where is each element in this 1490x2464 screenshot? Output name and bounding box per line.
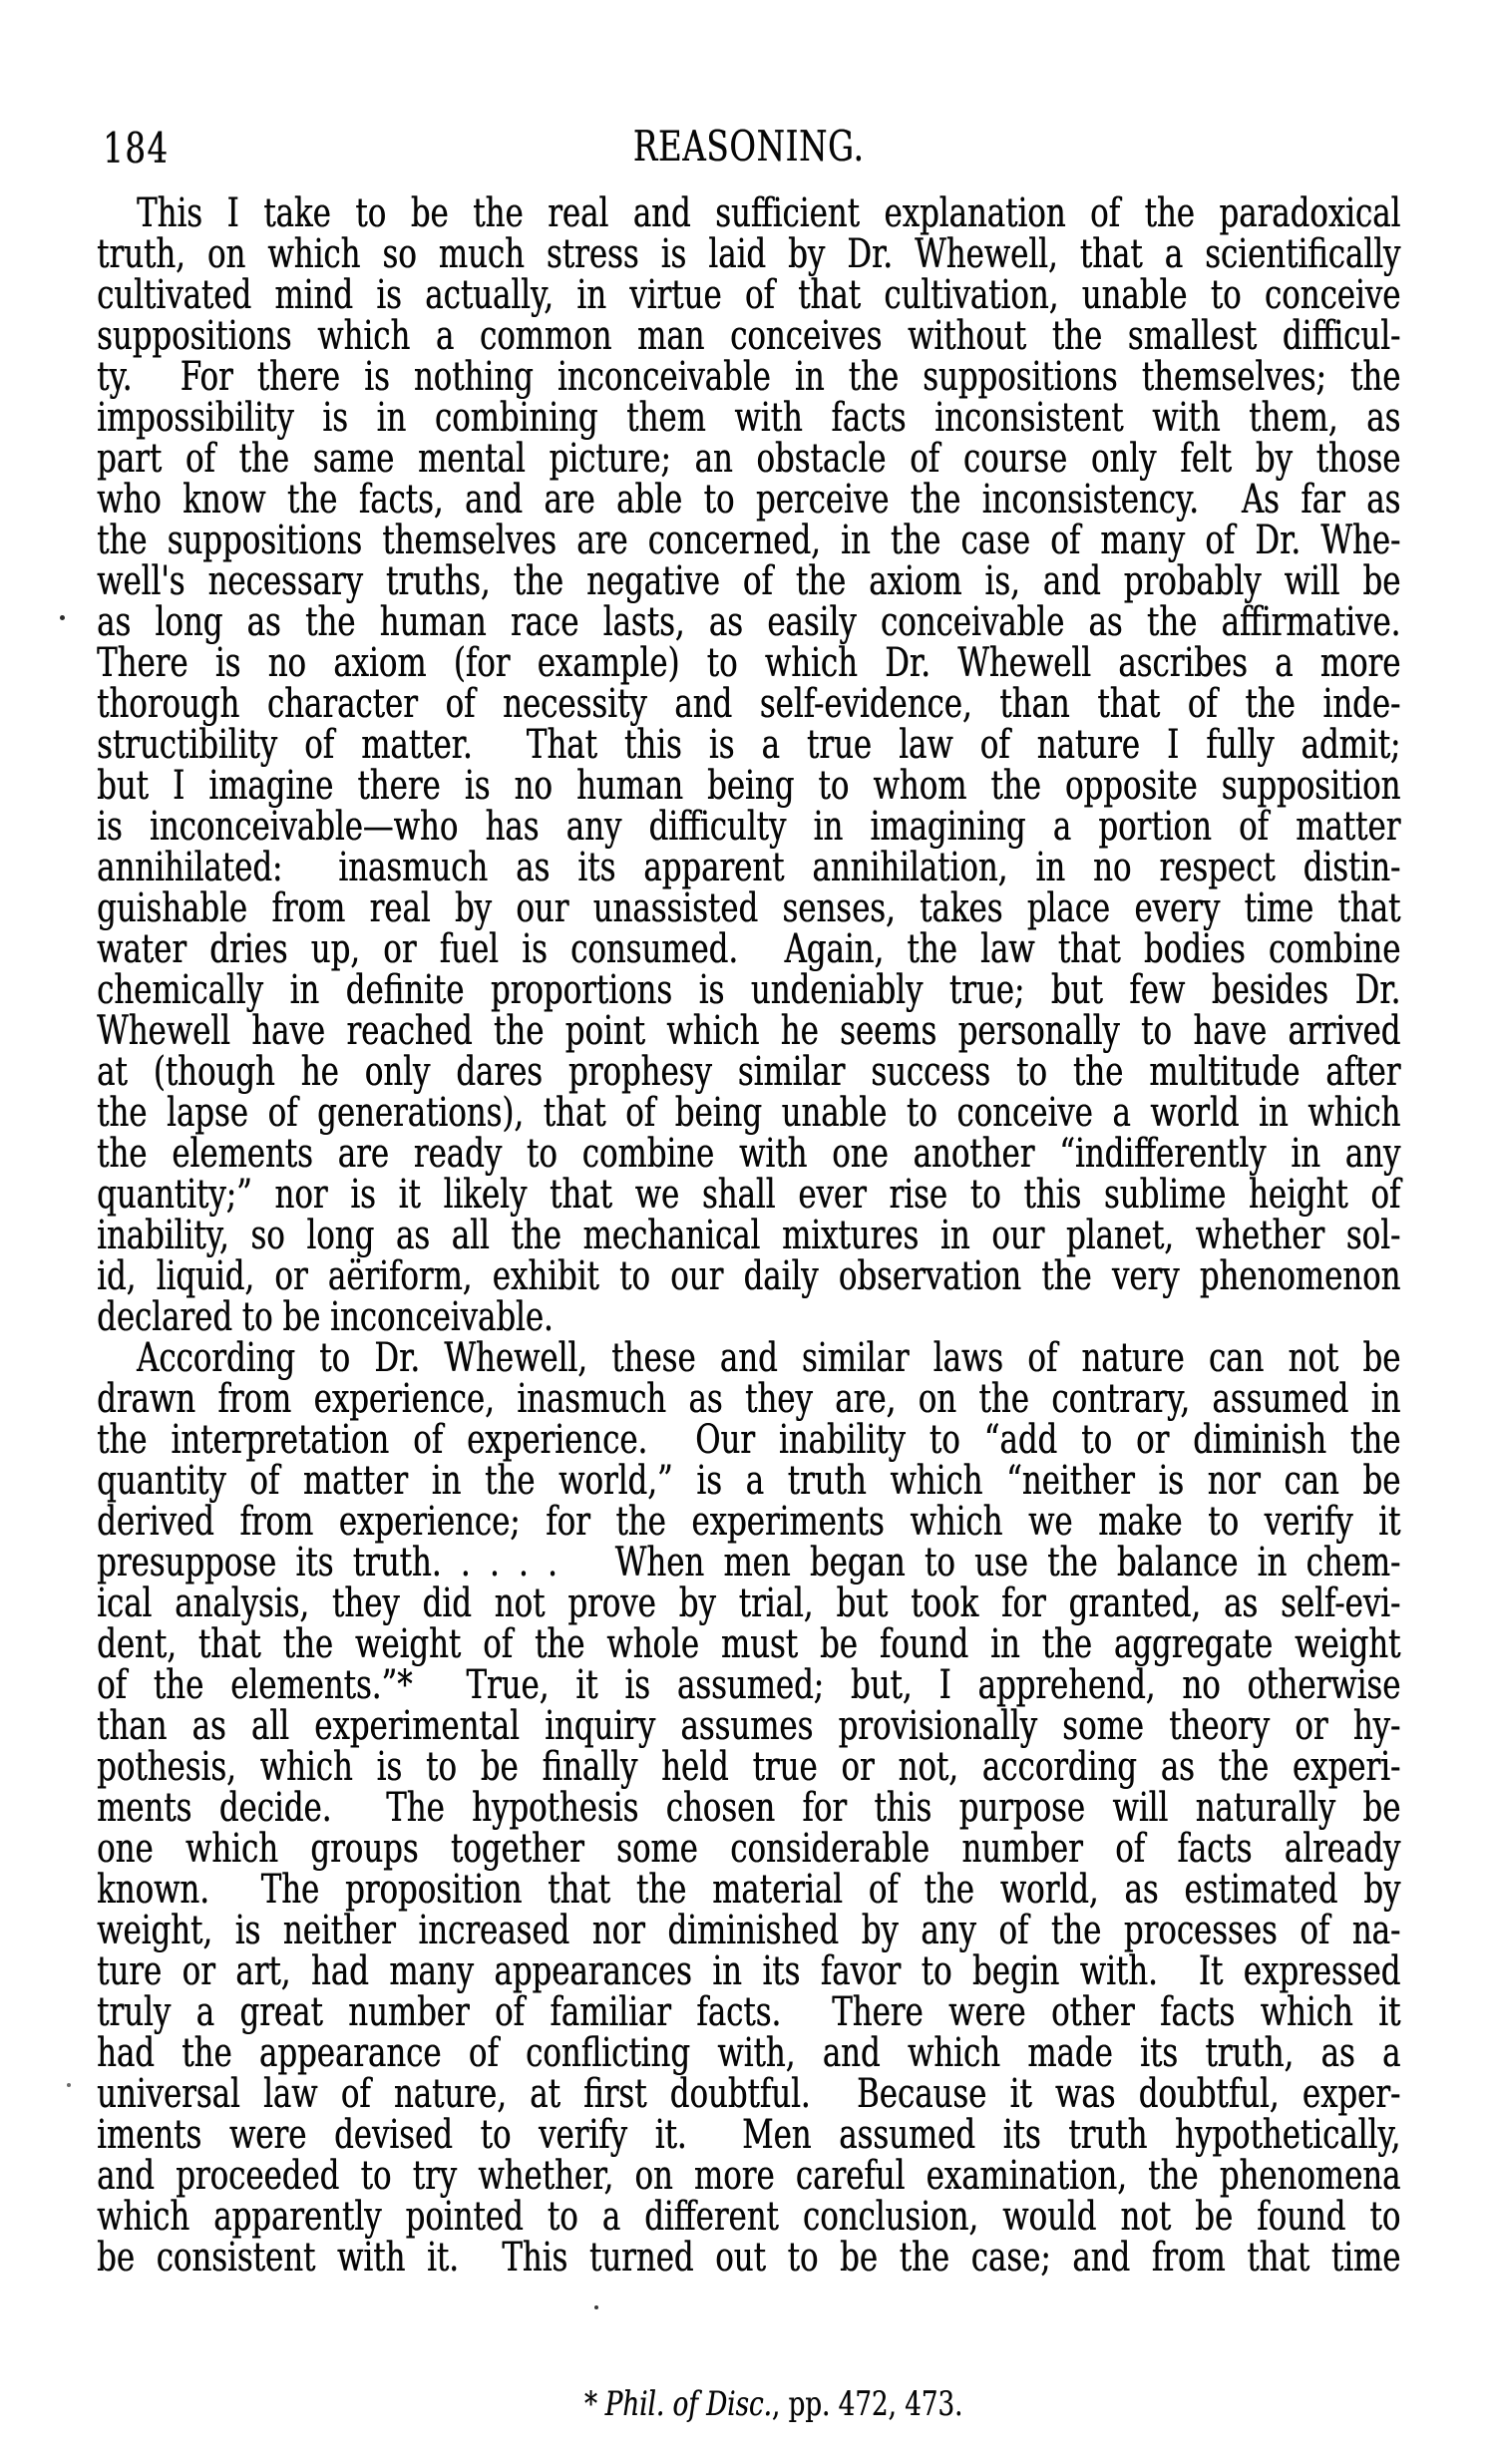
text-line: truth, on which so much stress is laid by Dr. Whewell, that a scientifically	[97, 231, 1401, 277]
text-line: part of the same mental picture; an obstacle of course only felt by those	[97, 436, 1401, 482]
text-line: suppositions which a common man conceives without the smallest difficul-	[97, 313, 1401, 359]
text-line: There is no axiom (for example) to which Dr. Whewell ascribes a more	[97, 640, 1401, 686]
text-line: guishable from real by our unassisted senses, takes place every time that	[97, 885, 1401, 931]
text-line: thorough character of necessity and self-evidence, than that of the inde-	[97, 681, 1401, 727]
paragraph	[97, 1335, 1401, 2281]
text-line: Whewell have reached the point which he seems personally to have arrived	[97, 1008, 1401, 1054]
text-line: at (though he only dares prophesy similar success to the multitude after	[97, 1049, 1401, 1095]
scan-speck	[60, 615, 65, 620]
text-line: quantity;” nor is it likely that we shall ever rise to this sublime height of	[97, 1172, 1401, 1218]
text-line: who know the facts, and are able to perceive the inconsistency. As far as	[97, 477, 1401, 523]
text-line: According to Dr. Whewell, these and similar laws of nature can not be	[136, 1335, 1401, 1381]
text-line: the lapse of generations), that of being unable to conceive a world in which	[97, 1090, 1401, 1136]
text-line: drawn from experience, inasmuch as they are, on the contrary, assumed in	[97, 1376, 1401, 1422]
text-line: of the elements.”* True, it is assumed; but, I apprehend, no otherwise	[97, 1662, 1401, 1708]
footnote-work-title: Phil. of Disc.	[604, 2384, 772, 2424]
text-line: declared to be inconceivable.	[97, 1294, 554, 1340]
scan-speck	[594, 2305, 598, 2309]
text-line: ments decide. The hypothesis chosen for this purpose will naturally be	[97, 1785, 1401, 1831]
page-header	[97, 122, 1400, 173]
text-line: cultivated mind is actually, in virtue of that cultivation, unable to conceive	[97, 272, 1401, 318]
text-line: well's necessary truths, the negative of the axiom is, and probably will be	[97, 558, 1401, 604]
text-line: iments were devised to verify it. Men assumed its truth hypothetically,	[97, 2112, 1401, 2158]
text-line: ical analysis, they did not prove by trial, but took for granted, as self-evi-	[97, 1581, 1401, 1626]
text-line: universal law of nature, at first doubtful. Because it was doubtful, exper-	[97, 2071, 1401, 2117]
text-line: inability, so long as all the mechanical mixtures in our planet, whether sol-	[97, 1213, 1401, 1258]
text-line: which apparently pointed to a different conclusion, would not be found to	[97, 2194, 1401, 2240]
text-line: weight, is neither increased nor diminished by any of the processes of na-	[97, 1908, 1401, 1953]
text-line: as long as the human race lasts, as easily conceivable as the affirmative.	[97, 599, 1401, 645]
footnote	[97, 2347, 1400, 2461]
text-line: This I take to be the real and sufficient explanation of the paradoxical	[136, 190, 1401, 236]
text-line: annihilated: inasmuch as its apparent annihilation, in no respect distin-	[97, 845, 1401, 890]
text-line: chemically in definite proportions is undeniably true; but few besides Dr.	[97, 967, 1401, 1013]
text-line: known. The proposition that the material of the world, as estimated by	[97, 1867, 1401, 1913]
scan-speck	[67, 2083, 71, 2087]
text-line: ty. For there is nothing inconceivable in the suppositions themselves; the	[97, 354, 1401, 400]
text-line: one which groups together some considerable number of facts already	[97, 1826, 1401, 1872]
text-line: the elements are ready to combine with one another “indifferently in any	[97, 1131, 1401, 1177]
text-line: truly a great number of familiar facts. There were other facts which it	[97, 1989, 1401, 2035]
text-line: quantity of matter in the world,” is a truth which “neither is nor can be	[97, 1458, 1401, 1504]
text-line: be consistent with it. This turned out to be the case; and from that time	[97, 2235, 1401, 2281]
text-line: presuppose its truth. . . . . When men began to use the balance in chem-	[97, 1540, 1401, 1585]
text-line: had the appearance of conflicting with, and which made its truth, as a	[97, 2030, 1401, 2076]
paragraph	[97, 190, 1401, 1340]
text-line: is inconceivable—who has any difficulty in imagining a portion of matter	[97, 804, 1401, 850]
footnote-marker: *	[583, 2384, 597, 2424]
footnote-pages: , pp. 472, 473.	[771, 2384, 963, 2424]
text-line: dent, that the weight of the whole must be found in the aggregate weight	[97, 1621, 1401, 1667]
text-line: the suppositions themselves are concerned, in the case of many of Dr. Whe-	[97, 518, 1401, 563]
page-number: 184	[103, 124, 170, 173]
text-line: than as all experimental inquiry assumes provisionally some theory or hy-	[97, 1703, 1401, 1749]
text-line: the interpretation of experience. Our inability to “add to or diminish the	[97, 1417, 1401, 1463]
text-line: ture or art, had many appearances in its favor to begin with. It expressed	[97, 1948, 1401, 1994]
text-line: structibility of matter. That this is a true law of nature I fully admit;	[97, 722, 1401, 768]
running-head: REASONING.	[632, 122, 865, 171]
text-line: but I imagine there is no human being to whom the opposite supposition	[97, 763, 1401, 809]
text-line: derived from experience; for the experiments which we make to verify it	[97, 1499, 1401, 1545]
text-line: pothesis, which is to be finally held true or not, according as the experi-	[97, 1744, 1401, 1790]
text-line: and proceeded to try whether, on more careful examination, the phenomena	[97, 2153, 1401, 2199]
text-line: impossibility is in combining them with facts inconsistent with them, as	[97, 395, 1401, 441]
text-body	[97, 190, 1401, 2281]
text-line: water dries up, or fuel is consumed. Again, the law that bodies combine	[97, 926, 1401, 972]
text-line: id, liquid, or aëriform, exhibit to our daily observation the very phenomenon	[97, 1253, 1401, 1299]
